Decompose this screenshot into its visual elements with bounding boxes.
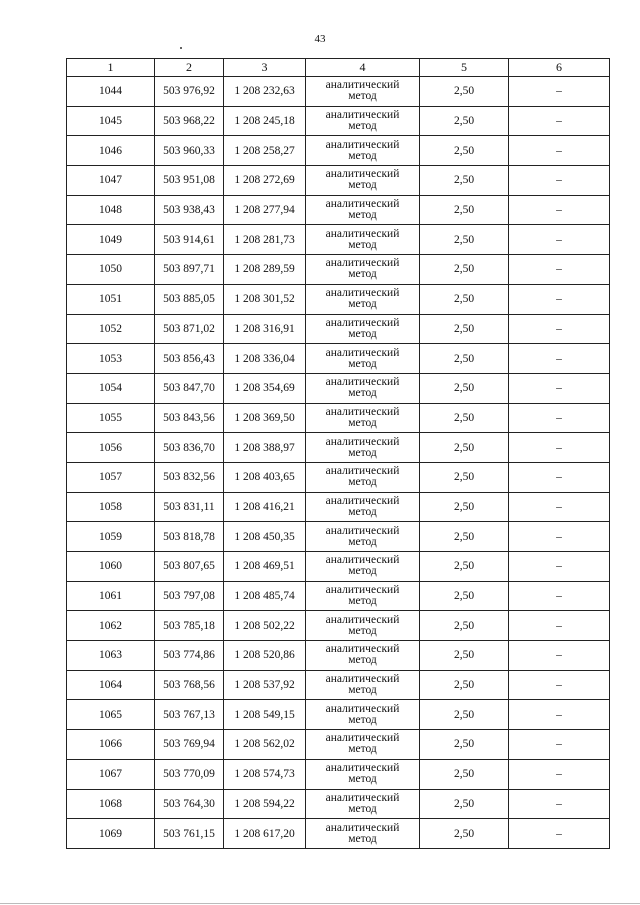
y-coordinate-cell: 1 208 245,18 [224,106,306,136]
note-cell: – [509,759,610,789]
method-line-1: аналитический [325,79,400,92]
accuracy-cell: 2,50 [420,344,509,374]
table-body [67,77,610,849]
accuracy-cell: 2,50 [420,136,509,166]
accuracy-cell: 2,50 [420,77,509,107]
method-line-1: аналитический [325,524,400,537]
table-row [67,552,610,582]
method-cell [306,106,420,136]
method-cell [306,462,420,492]
method-line-2: метод [348,624,377,637]
x-coordinate-cell: 503 960,33 [155,136,224,166]
method-line-2: метод [348,802,377,815]
note-cell: – [509,819,610,849]
method-cell [306,819,420,849]
method-cell [306,611,420,641]
method-line-2: метод [348,832,377,845]
accuracy-cell: 2,50 [420,611,509,641]
method-line-1: аналитический [325,494,400,507]
x-coordinate-cell: 503 871,02 [155,314,224,344]
method-line-1: аналитический [325,673,400,686]
y-coordinate-cell: 1 208 277,94 [224,195,306,225]
x-coordinate-cell: 503 897,71 [155,255,224,285]
y-coordinate-cell: 1 208 281,73 [224,225,306,255]
note-cell: – [509,225,610,255]
x-coordinate-cell: 503 767,13 [155,700,224,730]
table-row [67,136,610,166]
point-number-cell: 1066 [67,730,155,760]
table-row [67,462,610,492]
method-line-2: метод [348,179,377,192]
accuracy-cell: 2,50 [420,314,509,344]
table-row [67,77,610,107]
x-coordinate-cell: 503 914,61 [155,225,224,255]
accuracy-cell: 2,50 [420,670,509,700]
point-number-cell: 1063 [67,641,155,671]
method-line-2: метод [348,773,377,786]
point-number-cell: 1050 [67,255,155,285]
table-row [67,670,610,700]
point-number-cell: 1045 [67,106,155,136]
method-cell [306,136,420,166]
method-line-2: метод [348,357,377,370]
method-line-1: аналитический [325,138,400,151]
method-cell [306,403,420,433]
table-row [67,284,610,314]
note-cell: – [509,700,610,730]
method-cell [306,284,420,314]
point-number-cell: 1054 [67,373,155,403]
method-line-1: аналитический [325,821,400,834]
point-number-cell: 1065 [67,700,155,730]
note-cell: – [509,344,610,374]
point-number-cell: 1047 [67,166,155,196]
point-number-cell: 1049 [67,225,155,255]
note-cell: – [509,670,610,700]
point-number-cell: 1068 [67,789,155,819]
note-cell: – [509,284,610,314]
note-cell: – [509,106,610,136]
accuracy-cell: 2,50 [420,284,509,314]
accuracy-cell: 2,50 [420,522,509,552]
method-line-1: аналитический [325,257,400,270]
method-line-1: аналитический [325,702,400,715]
x-coordinate-cell: 503 843,56 [155,403,224,433]
table-row [67,106,610,136]
point-number-cell: 1059 [67,522,155,552]
point-number-cell: 1067 [67,759,155,789]
method-line-2: метод [348,565,377,578]
method-line-2: метод [348,654,377,667]
table-row [67,581,610,611]
x-coordinate-cell: 503 818,78 [155,522,224,552]
note-cell: – [509,611,610,641]
x-coordinate-cell: 503 764,30 [155,789,224,819]
x-coordinate-cell: 503 836,70 [155,433,224,463]
column-header: 3 [224,59,306,77]
y-coordinate-cell: 1 208 388,97 [224,433,306,463]
note-cell: – [509,522,610,552]
y-coordinate-cell: 1 208 485,74 [224,581,306,611]
table-row [67,373,610,403]
method-cell [306,195,420,225]
table-header-row [67,59,610,77]
note-cell: – [509,730,610,760]
method-cell [306,581,420,611]
method-line-1: аналитический [325,643,400,656]
x-coordinate-cell: 503 968,22 [155,106,224,136]
table-row [67,403,610,433]
table-row [67,700,610,730]
method-line-1: аналитический [325,346,400,359]
accuracy-cell: 2,50 [420,106,509,136]
y-coordinate-cell: 1 208 316,91 [224,314,306,344]
y-coordinate-cell: 1 208 537,92 [224,670,306,700]
scan-edge-line [0,903,640,904]
table-row [67,759,610,789]
column-header: 4 [306,59,420,77]
page-number: 43 [314,33,326,45]
table-row [67,641,610,671]
note-cell: – [509,373,610,403]
method-line-2: метод [348,238,377,251]
method-cell [306,789,420,819]
table-row [67,819,610,849]
y-coordinate-cell: 1 208 301,52 [224,284,306,314]
method-line-2: метод [348,268,377,281]
method-line-2: метод [348,535,377,548]
method-line-2: метод [348,713,377,726]
point-number-cell: 1057 [67,462,155,492]
method-cell [306,492,420,522]
method-line-2: метод [348,743,377,756]
column-header: 1 [67,59,155,77]
column-header: 5 [420,59,509,77]
y-coordinate-cell: 1 208 520,86 [224,641,306,671]
method-cell [306,641,420,671]
method-line-2: метод [348,476,377,489]
point-number-cell: 1051 [67,284,155,314]
note-cell: – [509,552,610,582]
table-row [67,225,610,255]
note-cell: – [509,166,610,196]
accuracy-cell: 2,50 [420,225,509,255]
point-number-cell: 1053 [67,344,155,374]
table-row [67,611,610,641]
x-coordinate-cell: 503 785,18 [155,611,224,641]
x-coordinate-cell: 503 938,43 [155,195,224,225]
x-coordinate-cell: 503 951,08 [155,166,224,196]
y-coordinate-cell: 1 208 416,21 [224,492,306,522]
method-cell [306,522,420,552]
method-cell [306,255,420,285]
accuracy-cell: 2,50 [420,759,509,789]
y-coordinate-cell: 1 208 450,35 [224,522,306,552]
accuracy-cell: 2,50 [420,492,509,522]
y-coordinate-cell: 1 208 354,69 [224,373,306,403]
accuracy-cell: 2,50 [420,730,509,760]
method-cell [306,730,420,760]
method-line-2: метод [348,90,377,103]
x-coordinate-cell: 503 761,15 [155,819,224,849]
x-coordinate-cell: 503 768,56 [155,670,224,700]
point-number-cell: 1069 [67,819,155,849]
method-line-2: метод [348,327,377,340]
accuracy-cell: 2,50 [420,581,509,611]
point-number-cell: 1048 [67,195,155,225]
x-coordinate-cell: 503 797,08 [155,581,224,611]
note-cell: – [509,255,610,285]
point-number-cell: 1052 [67,314,155,344]
table-row [67,255,610,285]
method-line-1: аналитический [325,613,400,626]
x-coordinate-cell: 503 807,65 [155,552,224,582]
accuracy-cell: 2,50 [420,789,509,819]
method-cell [306,77,420,107]
method-line-1: аналитический [325,435,400,448]
table-row [67,195,610,225]
method-line-1: аналитический [325,168,400,181]
note-cell: – [509,462,610,492]
method-cell [306,433,420,463]
y-coordinate-cell: 1 208 336,04 [224,344,306,374]
y-coordinate-cell: 1 208 258,27 [224,136,306,166]
table-row [67,492,610,522]
table-row [67,166,610,196]
column-header: 2 [155,59,224,77]
y-coordinate-cell: 1 208 232,63 [224,77,306,107]
note-cell: – [509,641,610,671]
x-coordinate-cell: 503 769,94 [155,730,224,760]
method-line-2: метод [348,120,377,133]
table-row [67,314,610,344]
accuracy-cell: 2,50 [420,462,509,492]
method-line-1: аналитический [325,316,400,329]
note-cell: – [509,433,610,463]
note-cell: – [509,195,610,225]
method-line-1: аналитический [325,405,400,418]
accuracy-cell: 2,50 [420,403,509,433]
method-cell [306,314,420,344]
table-row [67,433,610,463]
accuracy-cell: 2,50 [420,255,509,285]
method-line-2: метод [348,595,377,608]
x-coordinate-cell: 503 885,05 [155,284,224,314]
coordinates-table [66,58,610,849]
point-number-cell: 1058 [67,492,155,522]
method-line-2: метод [348,209,377,222]
point-number-cell: 1055 [67,403,155,433]
accuracy-cell: 2,50 [420,433,509,463]
note-cell: – [509,136,610,166]
note-cell: – [509,789,610,819]
y-coordinate-cell: 1 208 403,65 [224,462,306,492]
x-coordinate-cell: 503 847,70 [155,373,224,403]
method-line-1: аналитический [325,287,400,300]
point-number-cell: 1061 [67,581,155,611]
column-header: 6 [509,59,610,77]
note-cell: – [509,581,610,611]
y-coordinate-cell: 1 208 502,22 [224,611,306,641]
note-cell: – [509,77,610,107]
method-line-1: аналитический [325,791,400,804]
point-number-cell: 1062 [67,611,155,641]
accuracy-cell: 2,50 [420,700,509,730]
note-cell: – [509,492,610,522]
method-line-1: аналитический [325,762,400,775]
accuracy-cell: 2,50 [420,641,509,671]
method-line-1: аналитический [325,732,400,745]
method-cell [306,759,420,789]
x-coordinate-cell: 503 976,92 [155,77,224,107]
y-coordinate-cell: 1 208 594,22 [224,789,306,819]
y-coordinate-cell: 1 208 369,50 [224,403,306,433]
method-line-2: метод [348,149,377,162]
x-coordinate-cell: 503 774,86 [155,641,224,671]
y-coordinate-cell: 1 208 617,20 [224,819,306,849]
point-number-cell: 1060 [67,552,155,582]
x-coordinate-cell: 503 856,43 [155,344,224,374]
method-line-2: метод [348,684,377,697]
table-row [67,522,610,552]
method-line-2: метод [348,505,377,518]
y-coordinate-cell: 1 208 574,73 [224,759,306,789]
method-line-1: аналитический [325,198,400,211]
point-number-cell: 1046 [67,136,155,166]
method-cell [306,166,420,196]
method-line-1: аналитический [325,109,400,122]
method-cell [306,670,420,700]
accuracy-cell: 2,50 [420,373,509,403]
method-line-1: аналитический [325,465,400,478]
method-line-1: аналитический [325,376,400,389]
method-line-1: аналитический [325,227,400,240]
x-coordinate-cell: 503 770,09 [155,759,224,789]
y-coordinate-cell: 1 208 469,51 [224,552,306,582]
point-number-cell: 1056 [67,433,155,463]
method-line-1: аналитический [325,584,400,597]
accuracy-cell: 2,50 [420,552,509,582]
y-coordinate-cell: 1 208 562,02 [224,730,306,760]
method-line-2: метод [348,416,377,429]
method-line-2: метод [348,446,377,459]
accuracy-cell: 2,50 [420,166,509,196]
scan-speck [180,47,182,49]
table-row [67,730,610,760]
point-number-cell: 1044 [67,77,155,107]
accuracy-cell: 2,50 [420,819,509,849]
method-cell [306,700,420,730]
y-coordinate-cell: 1 208 549,15 [224,700,306,730]
method-line-1: аналитический [325,554,400,567]
method-line-2: метод [348,387,377,400]
method-cell [306,552,420,582]
y-coordinate-cell: 1 208 289,59 [224,255,306,285]
method-cell [306,225,420,255]
y-coordinate-cell: 1 208 272,69 [224,166,306,196]
x-coordinate-cell: 503 831,11 [155,492,224,522]
method-line-2: метод [348,298,377,311]
table-row [67,789,610,819]
method-cell [306,344,420,374]
note-cell: – [509,314,610,344]
accuracy-cell: 2,50 [420,195,509,225]
x-coordinate-cell: 503 832,56 [155,462,224,492]
point-number-cell: 1064 [67,670,155,700]
method-cell [306,373,420,403]
note-cell: – [509,403,610,433]
table-row [67,344,610,374]
